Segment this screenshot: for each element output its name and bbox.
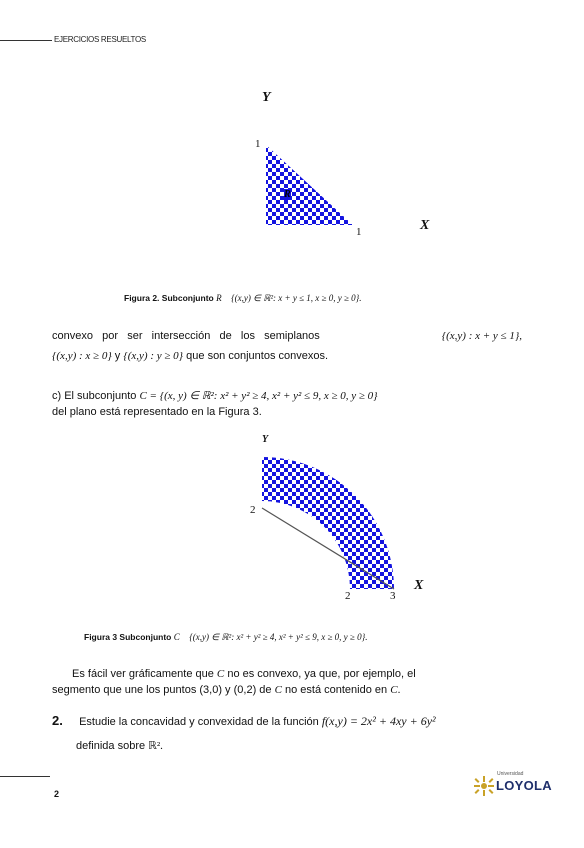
figure2-caption: [124, 293, 362, 304]
p3-sym: C: [216, 668, 225, 680]
caption-symbol: R: [216, 293, 222, 303]
region-c: [262, 457, 394, 589]
caption-math: {(x,y) ∈ ℝ²: x² + y² ≥ 4, x² + y² ≤ 9, x ≥ 0, y ≥ 0}.: [189, 632, 368, 642]
loyola-emblem-icon: [474, 776, 494, 796]
figure2-y-tick: 1: [255, 138, 261, 150]
figure2-region-label: R: [284, 189, 291, 200]
paragraph-subconjunto-c: [52, 388, 522, 420]
p1-text-end: que son conjuntos convexos.: [186, 350, 329, 362]
p3-sym3: C: [390, 684, 398, 696]
running-title: EJERCICIOS RESUELTOS: [54, 35, 146, 44]
paragraph-convexo: [52, 328, 522, 364]
exercise-number: 2.: [52, 713, 63, 728]
figure2-x-axis-label: X: [420, 218, 430, 233]
figure3-x-tick-2: 2: [345, 590, 351, 602]
p3-sym2: C: [274, 684, 282, 696]
caption-math: {(x,y) ∈ ℝ²: x + y ≤ 1, x ≥ 0, y ≥ 0}.: [231, 293, 362, 303]
figure3-x-tick-3: 3: [390, 590, 396, 602]
exercise-2: [52, 712, 532, 755]
figure2-triangle-plot: [240, 108, 415, 268]
p2-math: C = {(x, y) ∈ ℝ²: x² + y² ≥ 4, x² + y² ≤ 9, x ≥ 0, y ≥ 0}: [139, 390, 378, 402]
region-r: [266, 145, 353, 225]
p1-math-a: {(x,y) : x ≥ 0}: [52, 350, 112, 362]
p3-end: .: [397, 684, 401, 696]
p3-a: Es fácil ver gráficamente que: [72, 668, 214, 680]
p3-d: no está contenido en: [285, 684, 388, 696]
university-logo: [474, 776, 494, 801]
figure3-y-axis-label: Y: [262, 434, 269, 445]
caption-prefix: Figura 3 Subconjunto: [84, 632, 172, 642]
caption-prefix: Figura 2. Subconjunto: [124, 293, 214, 303]
exercise-function: f(x,y) = 2x² + 4xy + 6y²: [321, 714, 436, 728]
caption-symbol: C: [173, 632, 180, 642]
exercise-text: Estudie la concavidad y convexidad de la función: [79, 716, 319, 728]
figure2-y-axis-label: Y: [262, 90, 271, 105]
p1-math-b: {(x,y) : y ≥ 0}: [123, 350, 184, 362]
paragraph-no-convexo: [52, 666, 522, 698]
p2-text: c) El subconjunto: [52, 390, 137, 402]
p1-y: y: [114, 350, 121, 362]
figure2-x-tick: 1: [356, 226, 362, 238]
p3-c: segmento que une los puntos (3,0) y (0,2) de: [52, 684, 272, 696]
figure3-y-tick: 2: [250, 504, 256, 516]
exercise-domain: ℝ².: [148, 740, 163, 752]
footer-rule: [0, 776, 50, 777]
figure3-x-axis-label: X: [414, 578, 424, 593]
p3-b: no es convexo, ya que, por ejemplo, el: [227, 668, 416, 680]
figure3-annulus-plot: [240, 440, 425, 615]
p2-line2: del plano está representado en la Figura 3.: [52, 406, 262, 418]
p1-text: convexo por ser intersección de los semiplanos: [52, 330, 320, 342]
logo-name: LOYOLA: [496, 778, 552, 793]
exercise-text-2: definida sobre: [76, 740, 146, 752]
page-number: 2: [54, 789, 60, 799]
header-rule: [0, 40, 52, 41]
figure3-caption: [84, 632, 367, 643]
p1-math: {(x,y) : x + y ≤ 1},: [441, 330, 522, 342]
logo-subtitle: Universidad: [497, 771, 524, 777]
